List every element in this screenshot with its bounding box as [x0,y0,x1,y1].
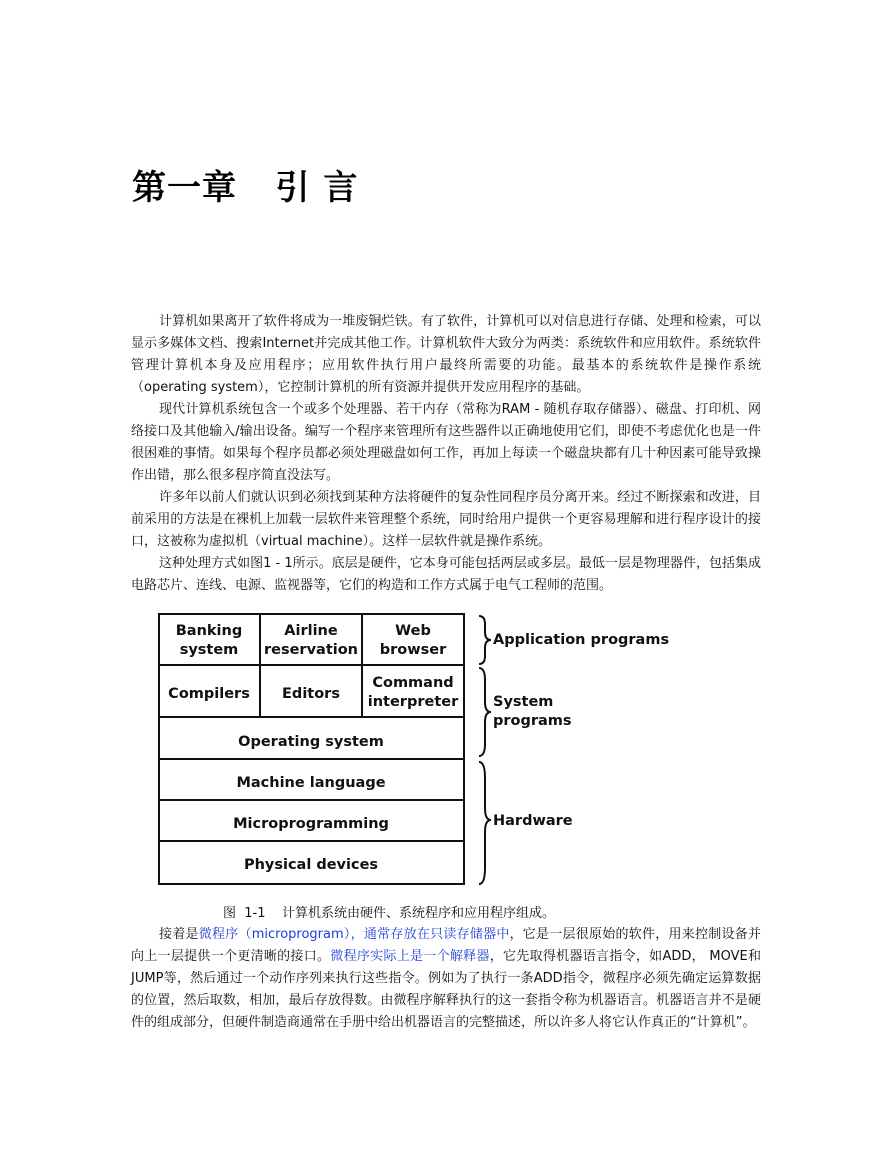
hardware-brace [479,762,491,884]
cell-web-line1: Web [395,623,431,639]
paragraph-5 [131,924,761,1034]
layer-microprogramming: Microprogramming [233,816,389,832]
paragraph-1: 计算机如果离开了软件将成为一堆废铜烂铁。有了软件，计算机可以对信息进行存储、处理和检索，可以显示多媒体文档、搜索Internet并完成其他工作。计算机软件大致分为两类：系统软件和应用软件。系统软件管理计算机本身及应用程序；应用软件执行用户最终所需要的功能。最基本的系统软件是操作系统（operating system），它控制计算机的所有资源并提供开发应用程序的基础。 [131,314,761,395]
cell-command-line2: interpreter [367,694,459,710]
cell-airline-line2: reservation [263,642,359,658]
paragraph-5-middle: ，它是一层很原始的软件，用来控制设备并向上一层提供一个更清晰的接口。 [131,927,761,964]
label-system-line1: System [493,694,554,710]
figure-caption: 图 1-1 计算机系统由硬件、系统程序和应用程序组成。 [223,906,556,921]
paragraph-2: 现代计算机系统包含一个或多个处理器、若干内存（常称为RAM - 随机存取存储器）、磁盘、打印机、网络接口及其他输入/输出设备。编写一个程序来管理所有这些器件以正确地使用它们，即使不考虑优化也是一件很困难的事情。如果每个程序员都必须处理磁盘如何工作，再加上每读一个磁盘块都有几十种因素可能导致操作出错，那么很多程序简直没法写。 [131,402,761,483]
cell-airline-line1: Airline [284,623,338,639]
paragraph-3: 许多年以前人们就认识到必须找到某种方法将硬件的复杂性同程序员分离开来。经过不断探索和改进，目前采用的方法是在裸机上加载一层软件来管理整个系统，同时给用户提供一个更容易理解和进行程序设计的接口，这被称为虚拟机（virtual machine）。这样一层软件就是操作系统。 [131,490,761,549]
layer-machine-language: Machine language [236,775,386,791]
microprogram-link[interactable]: 微程序（microprogram），通常存放在只读存储器中 [198,927,510,942]
chapter-title: 第一章 引 言 [132,168,359,208]
layer-diagram [155,610,675,890]
paragraph-4: 这种处理方式如图1 - 1所示。底层是硬件，它本身可能包括两层或多层。最低一层是物理器件，包括集成电路芯片、连线、电源、监视器等，它们的构造和工作方式属于电气工程师的范围。 [131,556,761,593]
cell-command-line1: Command [372,675,454,691]
paragraph-5-end: ，它先取得机器语言指令，如ADD， MOVE和JUMP等，然后通过一个动作序列来执行这些指令。例如为了执行一条ADD指令，微程序必须先确定运算数据的位置，然后取数，相加，最后存放得数。由微程序解释执行的这一套指令称为机器语言。机器语言并不是硬件的组成部分，但硬件制造商通常在手册中给出机器语言的完整描述，所以许多人将它认作真正的“计算机”。 [131,949,761,1030]
system-brace [479,668,491,756]
application-brace [479,616,491,664]
paragraph-5-start: 接着是 [159,927,199,942]
cell-editors: Editors [282,686,340,702]
label-system-line2: programs [493,713,572,729]
layer-physical-devices: Physical devices [243,857,379,873]
label-application-programs: Application programs [493,632,670,648]
cell-compilers: Compilers [168,686,250,702]
cell-web-line2: browser [379,642,447,658]
layer-operating-system: Operating system [238,734,384,750]
interpreter-link[interactable]: 微程序实际上是一个解释器 [330,949,490,964]
cell-banking-line1: Banking [175,623,243,639]
label-hardware: Hardware [493,813,573,829]
cell-banking-line2: system [179,642,239,658]
